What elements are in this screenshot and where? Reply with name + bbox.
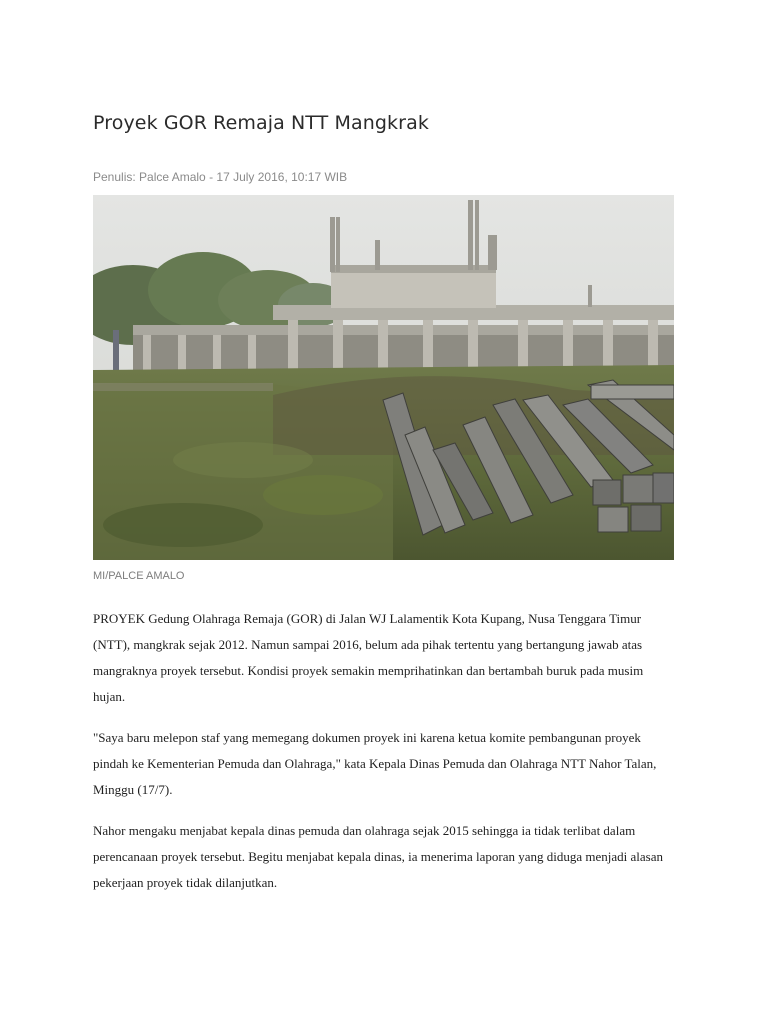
article-body xyxy=(93,606,675,911)
photo-caption: MI/PALCE AMALO xyxy=(93,570,185,582)
article-paragraph: Nahor mengaku menjabat kepala dinas pemuda dan olahraga sejak 2015 sehingga ia tidak terlibat dalam perencanaan proyek tersebut. Begitu menjabat kepala dinas, ia menerima laporan yang diduga menjadi alasan pekerjaan proyek tidak dilanjutkan. xyxy=(93,823,663,890)
article-paragraph: "Saya baru melepon staf yang memegang dokumen proyek ini karena ketua komite pembangunan proyek pindah ke Kementerian Pemuda dan Olahraga," kata Kepala Dinas Pemuda dan Olahraga NTT Nahor Talan, Minggu (17/7). xyxy=(93,730,657,797)
article-byline: Penulis: Palce Amalo - 17 July 2016, 10:17 WIB xyxy=(93,170,348,184)
article-photo xyxy=(93,195,674,560)
article-paragraph: PROYEK Gedung Olahraga Remaja (GOR) di Jalan WJ Lalamentik Kota Kupang, Nusa Tenggara Timur (NTT), mangkrak sejak 2012. Namun sampai 2016, belum ada pihak tertentu yang bertangung jawab atas mangraknya proyek tersebut. Kondisi proyek semakin memprihatinkan dan bertambah buruk pada musim hujan. xyxy=(93,611,644,704)
article-title: Proyek GOR Remaja NTT Mangkrak xyxy=(93,112,429,134)
